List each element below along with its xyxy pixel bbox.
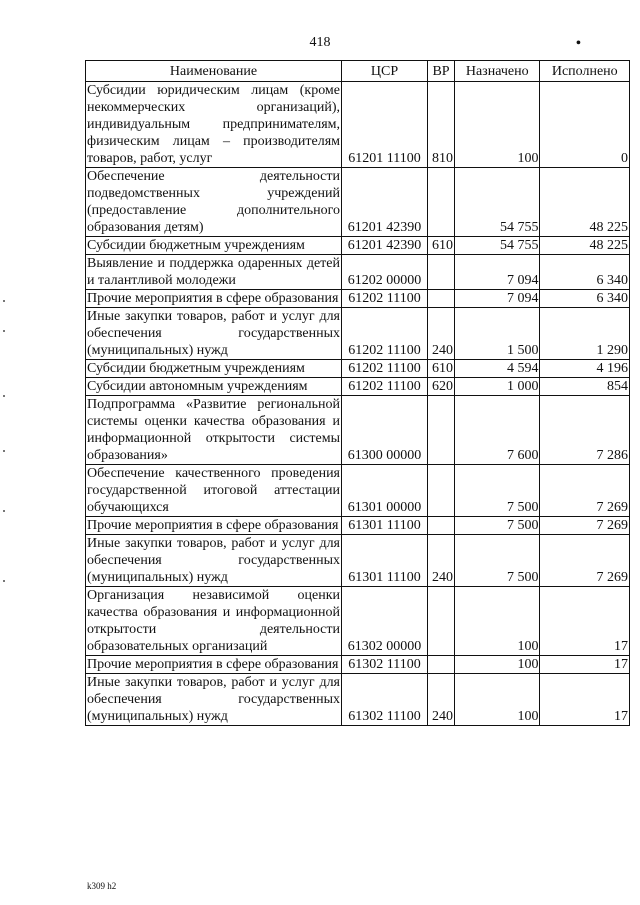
cell-csr: 61302 00000 [342,587,428,656]
cell-name: Выявление и поддержка одаренных детей и талантливой молодежи [87,256,340,288]
cell-name: Организация независимой оценки качества образования и информационной открытости деятельности образовательных организаций [87,588,340,654]
cell-executed: 854 [540,378,630,396]
table-row [86,656,630,674]
cell-vr [428,255,455,290]
cell-vr: 240 [428,535,455,587]
table-row [86,535,630,587]
margin-scan-marks [3,300,9,600]
cell-assigned: 7 094 [455,290,540,308]
table-row [86,82,630,168]
table-row [86,308,630,360]
cell-csr: 61202 00000 [342,255,428,290]
cell-executed: 17 [540,656,630,674]
cell-csr: 61202 11100 [342,308,428,360]
cell-csr: 61301 11100 [342,517,428,535]
cell-executed: 6 340 [540,290,630,308]
budget-table [85,60,630,726]
cell-assigned: 54 755 [455,237,540,255]
cell-name: Субсидии бюджетным учреждениям [86,360,342,378]
cell-executed: 48 225 [540,237,630,255]
cell-executed: 48 225 [540,168,630,237]
cell-assigned: 7 600 [455,396,540,465]
table-row [86,465,630,517]
header-vr: ВР [428,61,455,82]
cell-csr: 61201 42390 [342,237,428,255]
cell-csr: 61202 11100 [342,290,428,308]
cell-name: Обеспечение качественного проведения государственной итоговой аттестации обучающихся [87,466,340,515]
cell-csr: 61202 11100 [342,360,428,378]
cell-assigned: 7 094 [455,255,540,290]
cell-vr: 610 [428,237,455,255]
cell-csr: 61302 11100 [342,656,428,674]
cell-assigned: 1 000 [455,378,540,396]
cell-name: Прочие мероприятия в сфере образования [86,656,342,674]
cell-name: Прочие мероприятия в сфере образования [86,290,342,308]
table-row [86,378,630,396]
cell-csr: 61301 00000 [342,465,428,517]
page-dot-mark: • [576,36,581,51]
header-csr: ЦСР [342,61,428,82]
cell-assigned: 1 500 [455,308,540,360]
cell-assigned: 4 594 [455,360,540,378]
cell-vr [428,465,455,517]
cell-executed: 17 [540,674,630,726]
header-name: Наименование [86,61,342,82]
table-row [86,674,630,726]
cell-executed: 4 196 [540,360,630,378]
table-row [86,517,630,535]
cell-csr: 61201 42390 [342,168,428,237]
cell-assigned: 100 [455,587,540,656]
cell-assigned: 7 500 [455,517,540,535]
table-row [86,255,630,290]
table-row [86,360,630,378]
cell-vr: 240 [428,308,455,360]
footer-code: k309 h2 [87,881,117,891]
cell-name: Подпрограмма «Развитие региональной системы оценки качества образования и информационной открытости системы образования» [87,397,340,463]
cell-assigned: 100 [455,656,540,674]
table-row [86,237,630,255]
cell-assigned: 100 [455,82,540,168]
header-assigned: Назначено [455,61,540,82]
page-number: 418 [309,35,331,50]
table-row [86,168,630,237]
cell-vr: 240 [428,674,455,726]
cell-name: Субсидии юридическим лицам (кроме некоммерческих организаций), индивидуальным предпринимателям, физическим лицам – производителям товаров, работ, услуг [87,83,340,166]
cell-csr: 61201 11100 [342,82,428,168]
cell-name: Иные закупки товаров, работ и услуг для обеспечения государственных (муниципальных) нужд [87,536,340,585]
cell-vr: 610 [428,360,455,378]
cell-csr: 61202 11100 [342,378,428,396]
cell-executed: 7 269 [540,517,630,535]
cell-executed: 0 [540,82,630,168]
cell-assigned: 7 500 [455,535,540,587]
cell-assigned: 7 500 [455,465,540,517]
cell-name: Иные закупки товаров, работ и услуг для обеспечения государственных (муниципальных) нужд [87,675,340,724]
cell-csr: 61300 00000 [342,396,428,465]
cell-executed: 7 269 [540,465,630,517]
table-header-row [86,61,630,82]
cell-vr: 810 [428,82,455,168]
cell-name: Субсидии бюджетным учреждениям [86,237,342,255]
cell-name: Прочие мероприятия в сфере образования [86,517,342,535]
cell-vr [428,656,455,674]
cell-executed: 17 [540,587,630,656]
cell-csr: 61301 11100 [342,535,428,587]
header-executed: Исполнено [540,61,630,82]
cell-executed: 7 286 [540,396,630,465]
cell-executed: 6 340 [540,255,630,290]
cell-vr [428,168,455,237]
cell-vr [428,587,455,656]
cell-vr [428,290,455,308]
table-row [86,396,630,465]
cell-assigned: 54 755 [455,168,540,237]
cell-name: Субсидии автономным учреждениям [86,378,342,396]
cell-vr [428,396,455,465]
cell-executed: 1 290 [540,308,630,360]
table-row [86,587,630,656]
table-row [86,290,630,308]
cell-name: Иные закупки товаров, работ и услуг для обеспечения государственных (муниципальных) нужд [87,309,340,358]
cell-csr: 61302 11100 [342,674,428,726]
cell-executed: 7 269 [540,535,630,587]
cell-vr: 620 [428,378,455,396]
cell-assigned: 100 [455,674,540,726]
cell-name: Обеспечение деятельности подведомственных учреждений (предоставление дополнительного образования детям) [87,169,340,235]
cell-vr [428,517,455,535]
